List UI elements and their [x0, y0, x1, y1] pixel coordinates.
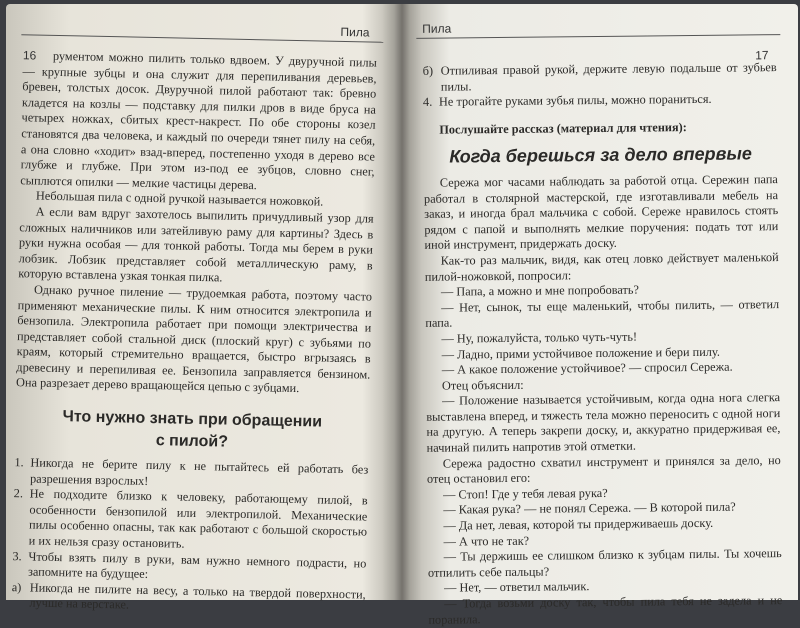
story-paragraph: — Положение называется устойчивым, когда одна нога слегка выставлена вперед, и тяжесть тела можно переносить с одной ноги на другую. А теперь закрепи доску, и, аккуратно придерживая ее, начинай пилить напротив этой отметки. — [426, 390, 781, 455]
subrule-letter: б) — [422, 63, 434, 78]
subrule-text: Никогда не пилите на весу, а только на твердой поверхности, лучше на верстаке. — [29, 580, 366, 612]
rule-text: Не трогайте руками зубья пилы, можно пораниться. — [438, 91, 712, 109]
story-paragraph: — Нет, — ответил мальчик. — [444, 579, 590, 596]
section-heading-line: с пилой? — [155, 432, 229, 451]
subrule-item — [11, 580, 366, 619]
story-paragraph: — Ну, пожалуйста, только чуть-чуть! — [441, 329, 638, 346]
story-paragraph: — А какое положение устойчивое? — спросил Сережа. — [441, 359, 733, 377]
right-page — [408, 4, 794, 627]
rule-item — [13, 486, 368, 556]
story-title: Когда берешься за дело впервые — [449, 143, 752, 167]
rule-item — [423, 91, 777, 110]
paragraph: А если вам вдруг захотелось выпилить причудливый узор для сложных наличников или затейливую раму для картины? Здесь в руки нужна особая — для тонкой работы. Тогда мы берем в руки лобзик. Лобзик представляет собой металлическую раму, в которую вставлена узкая тонкая пилка. — [18, 204, 374, 285]
story-paragraph: Сережа радостно схватил инструмент и принялся за дело, но отец остановил его: — [426, 452, 781, 487]
rule-number: 2. — [13, 486, 24, 501]
book-spread — [6, 4, 798, 627]
rule-number: 4. — [422, 94, 433, 110]
left-page-number: 16 — [22, 48, 37, 63]
right-running-head: Пила — [422, 21, 452, 36]
story-paragraph: Отец объяснил: — [441, 377, 524, 393]
paragraph: Небольшая пила с одной ручкой называется ножовкой. — [35, 188, 324, 209]
left-page — [0, 4, 384, 612]
story-paragraph: — Нет, сынок, ты еще маленький, чтобы пилить, — ответил папа. — [425, 296, 780, 331]
right-page-number: 17 — [755, 48, 769, 63]
left-page-body — [11, 48, 377, 618]
rule-text: Чтобы взять пилу в руки, вам нужно немного подрасти, но запомните на будущее: — [27, 549, 367, 582]
story-paragraph: Сережа мог часами наблюдать за работой отца. Сережин папа работал в столярной мастерской, где изготавливали мебель на заказ, и иногда брал мальчика с собой. Сереже нравилось стоять рядом с папой и выполнять мелкие поручения: подать тот или иной инструмент, придержать доску. — [423, 172, 779, 253]
rule-number: 3. — [12, 548, 22, 563]
paragraph: Однако ручное пиление — трудоемкая работа, поэтому часто применяют механические пилы. К ним относится электропила и бензопила. Электропила работает при помощи электричества и представляет собой стальной диск (плоский круг) с зубьями по краям, который стремительно вращается, быстро вгрызаясь в древесину и перепиливая ее. Бензопила заправляется бензином. Она разрезает дерево вращающейся цепью с зубцами. — [15, 282, 373, 396]
story-paragraph: — Ладно, прими устойчивое положение и бери пилу. — [441, 344, 720, 362]
subrule-text: Отпиливая правой рукой, держите левую подальше от зубьев пилы. — [440, 60, 777, 94]
rule-text: Никогда не берите пилу к не пытайтесь ей работать без разрешения взрослых! — [29, 455, 369, 488]
story-paragraph: — Стоп! Где у тебя левая рука? — [443, 485, 608, 502]
subrule-letter: а) — [11, 579, 22, 595]
story-paragraph: — А что не так? — [443, 533, 530, 549]
story-paragraph: — Какая рука? — не понял Сережа. — В которой пила? — [443, 500, 736, 518]
subrule-item — [423, 60, 777, 95]
right-page-body — [423, 60, 783, 628]
rule-number: 1. — [14, 455, 24, 470]
story-paragraph: — Папа, а можно и мне попробовать? — [440, 282, 640, 299]
story-paragraph: — Тогда возьми доску так, чтобы пила тебя не задела и не поранила. — [428, 593, 783, 627]
listen-heading: Послушайте рассказ (материал для чтения): — [439, 119, 687, 137]
story-paragraph: — Да нет, левая, которой ты придерживаешь доску. — [443, 515, 714, 533]
story-paragraph: — Ты держишь ее слишком близко к зубцам пилы. Ты хочешь отпилить себе пальцы? — [427, 546, 782, 580]
left-running-head: Пила — [340, 24, 370, 40]
section-heading — [15, 405, 370, 456]
story-paragraph: Как-то раз мальчик, видя, как отец ловко действует маленькой пилой-ножовкой, попросил: — [424, 250, 779, 284]
paragraph: рументом можно пилить только вдвоем. У двуручной пилы — крупные зубцы и она служит для перепиливания деревьев, бревен, толстых досок. Двуручной пилой работают так: бревно кладется на козлы — подставку для пилки дров в виде бруса на четырех ножках, сбитых крест-накрест. По обе стороны козел становятся два человека, и каждый по очереди тянет пилу на себя, а она словно «ходит» взад-вперед, постепенно уходя в дерево все глубже и глубже. При этом из-под ее зубцов, словно снег, сыплются опилки — мелкие частицы дерева. — [20, 48, 377, 192]
section-heading-line: Что нужно знать при обращении — [62, 408, 323, 431]
rule-text: Не подходите близко к человеку, работающему пилой, в особенности бензопилой или электропилой. Механические пилы особенно опасны, так как работают с большой скоростью и их нельзя сразу остановить. — [28, 486, 368, 551]
